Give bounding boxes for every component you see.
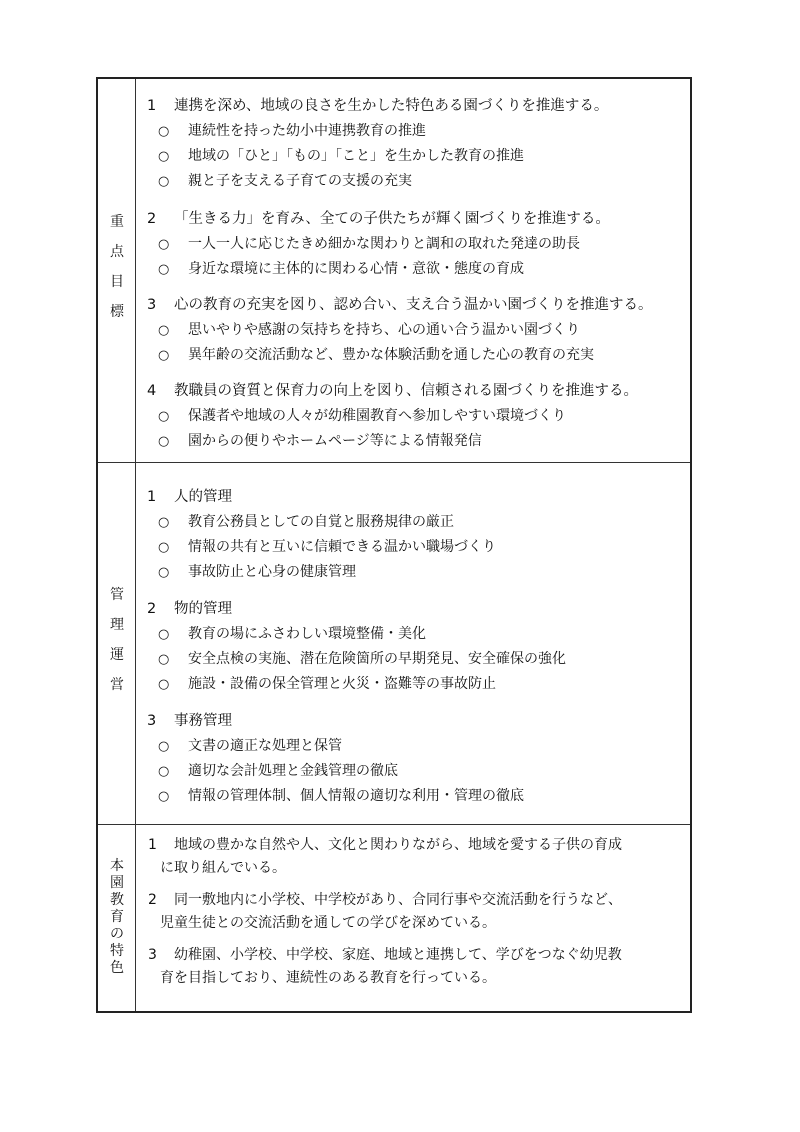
goal-heading	[147, 293, 653, 314]
feature-item	[148, 834, 698, 880]
management-item-text: 教育の場にふさわしい環境整備・美化	[188, 626, 426, 642]
management-item	[158, 785, 524, 805]
goal-item-text: 親と子を支える子育ての支援の充実	[188, 173, 412, 189]
features-label-cell	[98, 825, 136, 1011]
goal-number: 4	[147, 383, 157, 399]
goal-heading	[147, 94, 608, 115]
features-label	[98, 858, 136, 977]
management-item	[158, 673, 496, 693]
goal-item-text: 連続性を持った幼小中連携教育の推進	[188, 123, 426, 139]
features-label-char: の	[110, 926, 124, 942]
features-label-char: 本	[110, 858, 124, 874]
goal-number: 1	[147, 98, 157, 114]
management-item-text: 教育公務員としての自覚と服務規律の厳正	[188, 514, 454, 530]
goal-item	[158, 405, 566, 425]
management-title: 人的管理	[174, 489, 232, 505]
goal-item	[158, 258, 524, 278]
goal-title: 心の教育の充実を図り、認め合い、支え合う温かい園づくりを推進する。	[174, 297, 653, 313]
management-item-text: 安全点検の実施、潜在危険箇所の早期発見、安全確保の強化	[188, 651, 566, 667]
management-number: 1	[147, 489, 157, 505]
management-heading	[147, 709, 232, 730]
feature-number: 2	[148, 892, 157, 908]
features-label-char: 特	[110, 943, 124, 959]
feature-text: 地域の豊かな自然や人、文化と関わりながら、地域を愛する子供の育成	[174, 837, 622, 853]
features-label-char: 色	[110, 960, 124, 976]
circle-bullet: ○	[158, 237, 170, 252]
management-label-char: 運	[110, 647, 124, 663]
circle-bullet: ○	[158, 124, 170, 139]
goals-label-cell	[98, 79, 136, 462]
management-item	[158, 735, 342, 755]
goal-item-text: 地域の「ひと」「もの」「こと」を生かした教育の推進	[188, 148, 524, 164]
circle-bullet: ○	[158, 149, 170, 164]
features-label-char: 教	[110, 892, 124, 908]
section-features	[98, 824, 690, 1011]
management-label-cell	[98, 463, 136, 824]
goal-item	[158, 120, 426, 140]
management-item	[158, 760, 398, 780]
goal-item	[158, 319, 580, 339]
goal-item-text: 思いやりや感謝の気持ちを持ち、心の通い合う温かい園づくり	[188, 322, 580, 338]
management-item-text: 事故防止と心身の健康管理	[188, 564, 356, 580]
feature-text: 幼稚園、小学校、中学校、家庭、地域と連携して、学びをつなぐ幼児教	[174, 947, 622, 963]
feature-item	[148, 889, 698, 935]
features-label-char: 園	[110, 875, 124, 891]
circle-bullet: ○	[158, 627, 170, 642]
goal-number: 3	[147, 297, 157, 313]
management-title: 物的管理	[174, 601, 232, 617]
feature-number: 3	[148, 947, 157, 963]
section-goals	[98, 79, 690, 462]
circle-bullet: ○	[158, 434, 170, 449]
goal-item	[158, 170, 412, 190]
features-content	[136, 825, 690, 1011]
circle-bullet: ○	[158, 409, 170, 424]
circle-bullet: ○	[158, 348, 170, 363]
circle-bullet: ○	[158, 323, 170, 338]
goal-item	[158, 430, 482, 450]
management-item	[158, 623, 426, 643]
feature-number: 1	[148, 837, 157, 853]
goal-item	[158, 344, 594, 364]
plan-table	[96, 77, 692, 1013]
feature-text: に取り組んでいる。	[160, 860, 286, 876]
goal-title: 連携を深め、地域の良さを生かした特色ある園づくりを推進する。	[174, 98, 609, 114]
management-item	[158, 648, 566, 668]
goal-item-text: 保護者や地域の人々が幼稚園教育へ参加しやすい環境づくり	[188, 408, 566, 424]
circle-bullet: ○	[158, 739, 170, 754]
goal-item	[158, 145, 524, 165]
goal-item-text: 異年齢の交流活動など、豊かな体験活動を通した心の教育の充実	[188, 347, 594, 363]
feature-text: 児童生徒との交流活動を通しての学びを深めている。	[160, 915, 496, 931]
goal-item-text: 身近な環境に主体的に関わる心情・意欲・態度の育成	[188, 261, 524, 277]
circle-bullet: ○	[158, 764, 170, 779]
management-label-char: 理	[110, 617, 124, 633]
goals-label-char: 重	[110, 214, 124, 230]
goal-title: 「生きる力」を育み、全ての子供たちが輝く園づくりを推進する。	[174, 211, 610, 227]
goal-number: 2	[147, 211, 157, 227]
circle-bullet: ○	[158, 174, 170, 189]
management-item	[158, 511, 454, 531]
goals-content	[136, 79, 690, 462]
management-item-text: 適切な会計処理と金銭管理の徹底	[188, 763, 398, 779]
goal-item-text: 園からの便りやホームページ等による情報発信	[188, 433, 482, 449]
management-label-char: 営	[110, 677, 124, 693]
goal-heading	[147, 379, 638, 400]
management-title: 事務管理	[174, 713, 232, 729]
management-content	[136, 463, 690, 824]
goals-label-char: 標	[110, 304, 124, 320]
management-item-text: 情報の共有と互いに信頼できる温かい職場づくり	[188, 539, 496, 555]
feature-text: 育を目指しており、連続性のある教育を行っている。	[160, 970, 496, 986]
management-number: 2	[147, 601, 157, 617]
goal-item	[158, 233, 580, 253]
goal-heading	[147, 207, 610, 228]
management-item	[158, 536, 496, 556]
circle-bullet: ○	[158, 565, 170, 580]
circle-bullet: ○	[158, 262, 170, 277]
management-heading	[147, 485, 232, 506]
management-item	[158, 561, 356, 581]
circle-bullet: ○	[158, 677, 170, 692]
circle-bullet: ○	[158, 652, 170, 667]
section-management	[98, 462, 690, 824]
management-number: 3	[147, 713, 157, 729]
features-label-char: 育	[110, 909, 124, 925]
circle-bullet: ○	[158, 515, 170, 530]
feature-item	[148, 944, 698, 990]
circle-bullet: ○	[158, 540, 170, 555]
circle-bullet: ○	[158, 789, 170, 804]
feature-text: 同一敷地内に小学校、中学校があり、合同行事や交流活動を行うなど、	[174, 892, 622, 908]
goal-item-text: 一人一人に応じたきめ細かな関わりと調和の取れた発達の助長	[188, 236, 580, 252]
goals-label-char: 目	[110, 274, 124, 290]
goal-title: 教職員の資質と保育力の向上を図り、信頼される園づくりを推進する。	[174, 383, 638, 399]
management-item-text: 施設・設備の保全管理と火災・盗難等の事故防止	[188, 676, 496, 692]
management-label-char: 管	[110, 587, 124, 603]
goals-label-char: 点	[110, 244, 124, 260]
management-item-text: 情報の管理体制、個人情報の適切な利用・管理の徹底	[188, 788, 524, 804]
management-item-text: 文書の適正な処理と保管	[188, 738, 342, 754]
management-heading	[147, 597, 232, 618]
